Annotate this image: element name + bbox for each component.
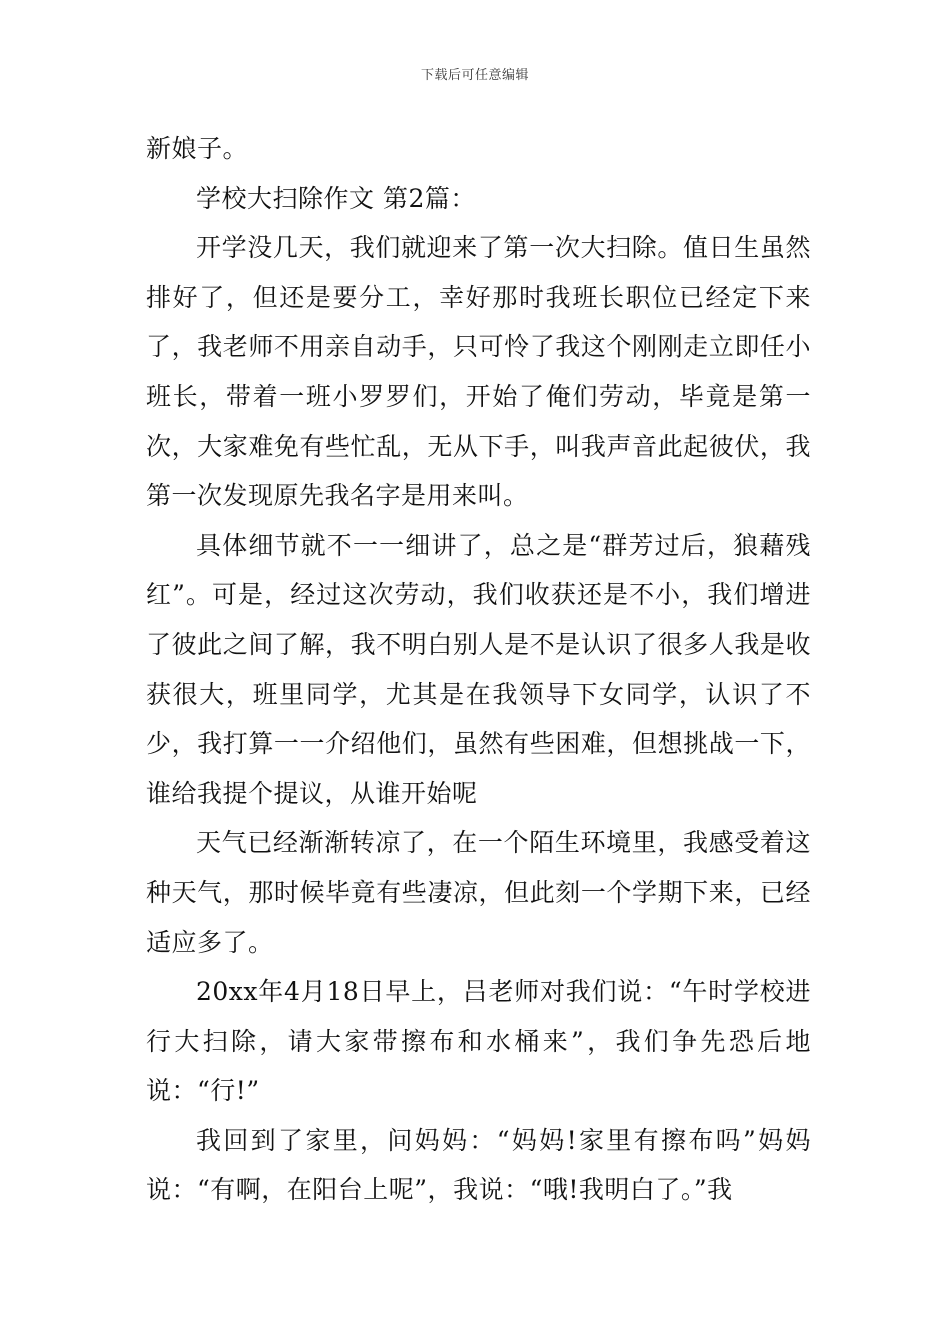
document-body: [146, 124, 811, 1215]
paragraph: 我回到了家里，问妈妈：“妈妈!家里有擦布吗”妈妈说：“有啊，在阳台上呢”，我说：“哦!我明白了。”我: [146, 1125, 811, 1205]
paragraph: 具体细节就不一一细讲了，总之是“群芳过后，狼藉残红”。可是，经过这次劳动，我们收获还是不小，我们增进了彼此之间了解，我不明白别人是不是认识了很多人我是收获很大，班里同学，尤其是在我领导下女同学，认识了不少，我打算一一介绍他们，虽然有些困难，但想挑战一下，谁给我提个提议，从谁开始呢: [146, 530, 811, 808]
paragraph-continuation: 新娘子。: [146, 134, 249, 163]
paragraph: 20xx年4月18日早上，吕老师对我们说：“午时学校进行大扫除，请大家带擦布和水桶来”，我们争先恐后地说：“行!”: [146, 977, 811, 1106]
paragraph: 开学没几天，我们就迎来了第一次大扫除。值日生虽然排好了，但还是要分工，幸好那时我班长职位已经定下来了，我老师不用亲自动手，只可怜了我这个刚刚走立即任小班长，带着一班小罗罗们，开始了俺们劳动，毕竟是第一次，大家难免有些忙乱，无从下手，叫我声音此起彼伏，我第一次发现原先我名字是用来叫。: [146, 233, 811, 511]
page-header: 下载后可任意编辑: [420, 68, 529, 83]
paragraph: 天气已经渐渐转凉了，在一个陌生环境里，我感受着这种天气，那时候毕竟有些凄凉，但此刻一个学期下来，已经适应多了。: [146, 828, 811, 957]
section-heading: 学校大扫除作文 第2篇：: [196, 183, 476, 213]
